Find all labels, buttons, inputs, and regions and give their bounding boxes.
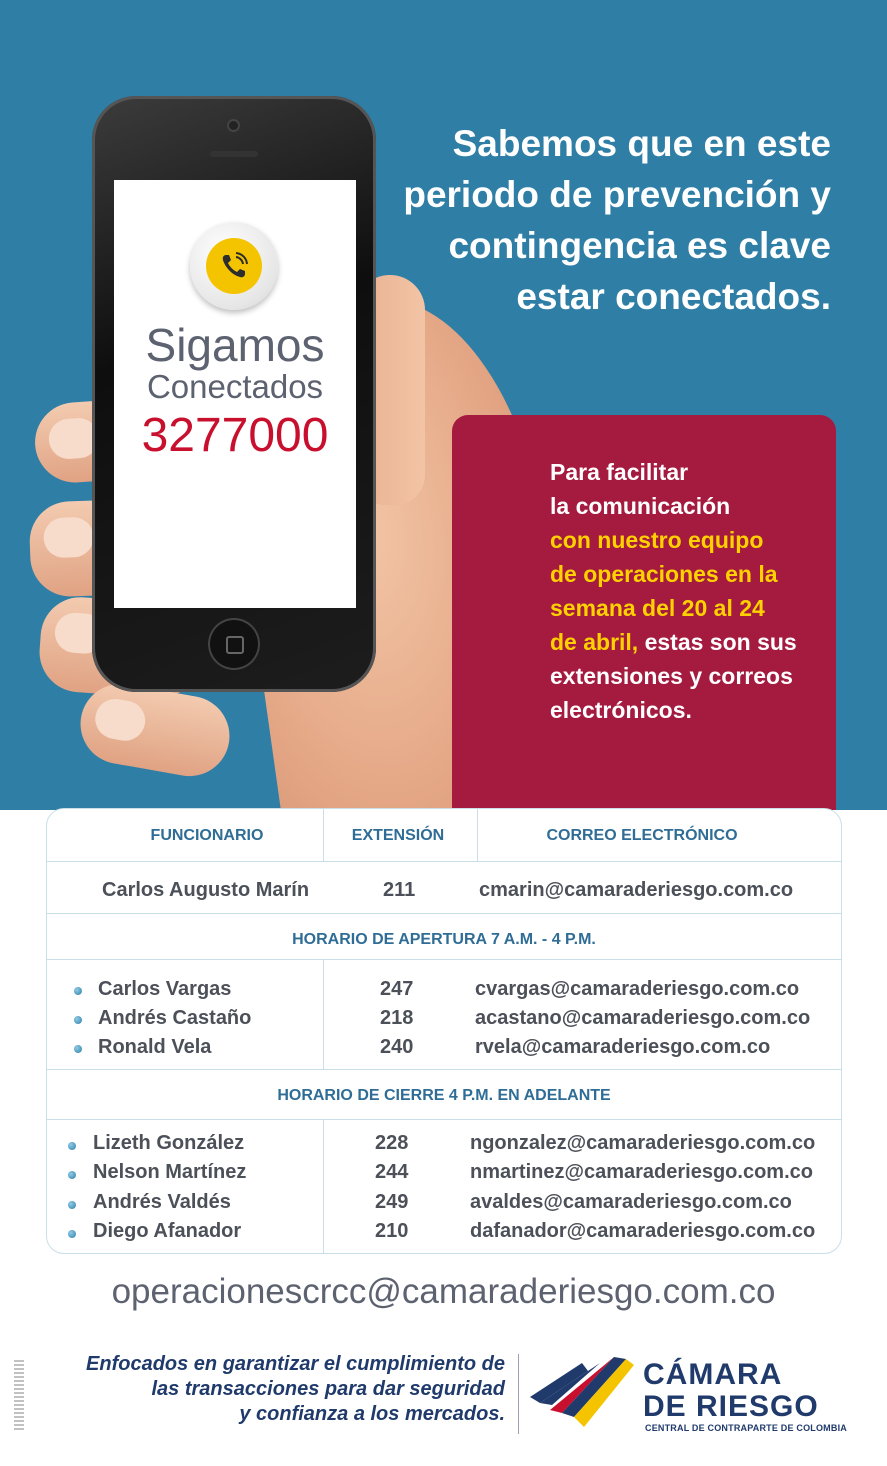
phone-line-sigamos: Sigamos	[145, 319, 325, 371]
phone-camera	[229, 121, 238, 130]
info-text	[550, 455, 830, 727]
table-cell-name: Carlos Augusto Marín	[102, 879, 310, 901]
phone-number: 3277000	[141, 409, 329, 462]
headline-line: contingencia es clave	[448, 225, 831, 266]
bullet-icon	[74, 1045, 82, 1053]
phone-home-button	[210, 620, 258, 668]
table-cell-ext: 240	[380, 1036, 414, 1058]
hand-finger	[74, 678, 236, 783]
table-cell-ext: 210	[375, 1220, 409, 1242]
table-cell-name: Ronald Vela	[98, 1036, 212, 1058]
section-title-apertura: HORARIO DE APERTURA 7 A.M. - 4 P.M.	[292, 931, 596, 948]
logo-text-camara: CÁMARA	[643, 1358, 783, 1391]
table-cell-email: acastano@camaraderiesgo.com.co	[475, 1007, 811, 1029]
table-cell-email: avaldes@camaraderiesgo.com.co	[470, 1191, 792, 1213]
table-cell-name: Diego Afanador	[93, 1220, 242, 1242]
info-line: estas son sus	[638, 629, 797, 655]
headline-line: estar conectados.	[516, 276, 831, 317]
info-line: electrónicos.	[550, 697, 692, 723]
info-line: extensiones y correos	[550, 663, 793, 689]
general-email-link[interactable]: operacionescrcc@camaraderiesgo.com.co	[111, 1272, 776, 1311]
info-line-highlight: semana del 20 al 24	[550, 595, 765, 621]
table-cell-name: Lizeth González	[93, 1132, 245, 1154]
headline-line: Sabemos que en este	[452, 123, 831, 164]
table-cell-ext: 228	[375, 1132, 409, 1154]
bullet-icon	[68, 1142, 76, 1150]
table-cell-ext: 244	[375, 1161, 409, 1183]
table-cell-ext: 218	[380, 1007, 414, 1029]
table-cell-email: nmartinez@camaraderiesgo.com.co	[470, 1161, 813, 1183]
table-cell-ext: 247	[380, 978, 414, 1000]
bullet-icon	[68, 1171, 76, 1179]
phone-screen	[114, 180, 356, 608]
bullet-icon	[68, 1201, 76, 1209]
info-line-highlight: de abril,	[550, 629, 639, 655]
footer-divider	[518, 1354, 519, 1434]
table-cell-email: cvargas@camaraderiesgo.com.co	[475, 978, 800, 1000]
logo-subtitle: CENTRAL DE CONTRAPARTE DE COLOMBIA	[645, 1423, 847, 1433]
table-cell-name: Nelson Martínez	[93, 1161, 247, 1183]
table-cell-email: cmarin@camaraderiesgo.com.co	[479, 879, 794, 901]
headline	[371, 118, 831, 322]
phone-call-icon	[190, 222, 278, 310]
bullet-icon	[74, 1016, 82, 1024]
column-header-funcionario: FUNCIONARIO	[150, 827, 264, 844]
printer-mark	[14, 1360, 24, 1430]
table-cell-name: Carlos Vargas	[98, 978, 232, 1000]
phone-speaker	[210, 151, 258, 157]
table-cell-ext: 211	[383, 879, 416, 901]
section-title-cierre: HORARIO DE CIERRE 4 P.M. EN ADELANTE	[277, 1087, 611, 1104]
info-line: la comunicación	[550, 493, 731, 519]
table-cell-email: rvela@camaraderiesgo.com.co	[475, 1036, 771, 1058]
info-box	[452, 415, 836, 810]
tagline	[35, 1352, 505, 1427]
logo-text-de-riesgo: DE RIESGO	[643, 1390, 819, 1423]
bullet-icon	[68, 1230, 76, 1238]
table-cell-email: ngonzalez@camaraderiesgo.com.co	[470, 1132, 816, 1154]
table-cell-name: Andrés Valdés	[93, 1191, 231, 1213]
table-cell-name: Andrés Castaño	[98, 1007, 252, 1029]
contacts-table	[46, 808, 842, 1254]
table-cell-email: dafanador@camaraderiesgo.com.co	[470, 1220, 816, 1242]
phone-line-conectados: Conectados	[146, 368, 324, 405]
table-cell-ext: 249	[375, 1191, 409, 1213]
headline-line: periodo de prevención y	[403, 174, 831, 215]
tagline-line: las transacciones para dar seguridad	[151, 1378, 505, 1400]
info-line-highlight: con nuestro equipo	[550, 527, 764, 553]
tagline-line: y confianza a los mercados.	[239, 1403, 505, 1425]
column-header-extension: EXTENSIÓN	[351, 827, 445, 844]
info-line-highlight: de operaciones en la	[550, 561, 778, 587]
tagline-line: Enfocados en garantizar el cumplimiento de	[86, 1353, 505, 1375]
bullet-icon	[74, 987, 82, 995]
smartphone-illustration	[92, 96, 376, 692]
column-header-correo: CORREO ELECTRÓNICO	[546, 827, 738, 844]
info-line: Para facilitar	[550, 459, 689, 485]
camara-de-riesgo-logo-icon	[530, 1355, 635, 1430]
